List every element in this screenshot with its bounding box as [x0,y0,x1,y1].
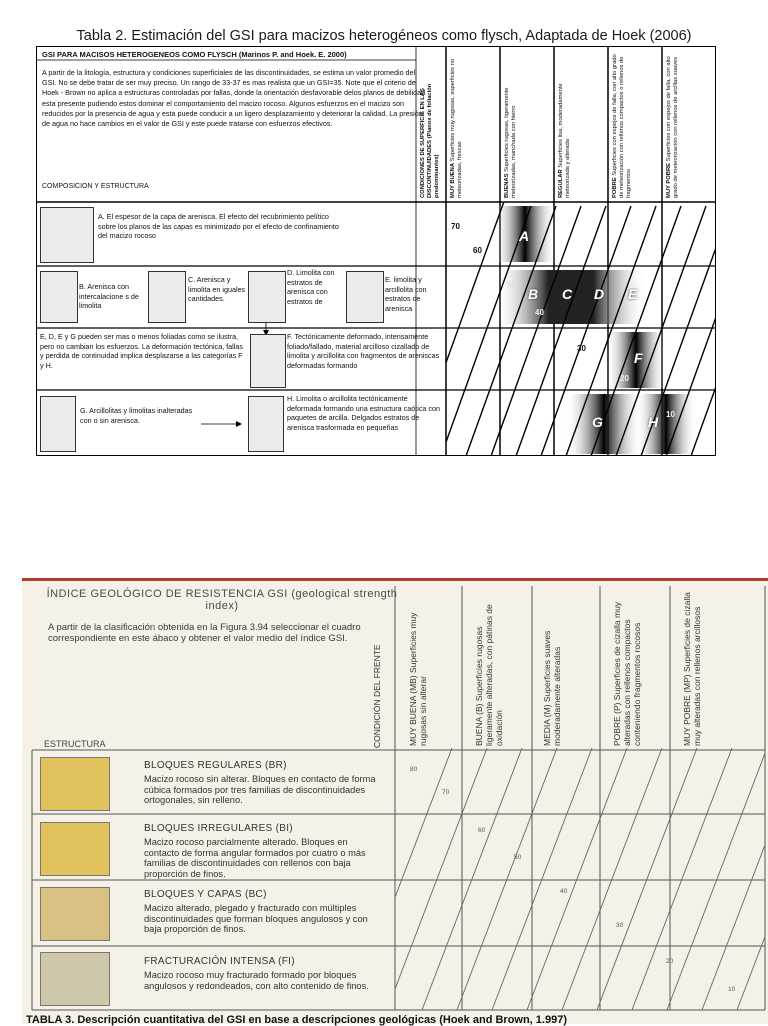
row-c-text: C. Arenisca y limolita en iguales cantidades. [188,275,246,304]
gsi-80: 80 [410,766,418,773]
texture-bloques-capas [40,887,110,941]
column-desc: Superficies lisa, moderadamente meteorizada y alterada [558,83,571,198]
gsi-60: 60 [478,827,486,834]
row-a-text: A. El espesor de la capa de arenisca. El efecto del recubrimiento pelítico sobre los planos de las capas es minimizado por el efecto de confinamiento del macizo rocoso [98,212,339,241]
gsi-60: 60 [473,246,482,255]
column-media: MEDIA (M) Superficies suaves moderadamente alteradas [542,630,562,746]
column-muy-buena: MUY BUENA (MB) Superficies muy rugosas sin alterar [408,612,428,746]
texture-bloques-irregulares [40,822,110,876]
row-h-text: H. Limolita o arcillolita tectónicamente deformada formando una estructura caótica con paquetes de arcilla. Delgados estratos de arenisca trasformada en pequeñas [287,394,441,432]
gsi-10: 10 [728,986,736,993]
column-label: MUY BUENA [450,163,456,198]
column-buena: BUENA (B) Superficies rugosas ligeramente alteradas, con pátinas de oxidación [474,604,504,746]
gsi-30: 30 [577,344,586,353]
column-regular [558,52,604,198]
column-muy-buena [450,52,496,198]
gsi-40: 40 [560,888,568,895]
row-e-text: E. limolita y arcillolita con estratos de arenisca [385,275,427,313]
column-label: REGULAR [558,169,564,198]
rock-sketch-f [250,334,286,388]
flysch-gsi-chart [36,46,716,456]
column-buenas [504,52,550,198]
row-bi-desc: Macizo rocoso parcialmente alterado. Bloques en contacto de forma angular formados por cuatro o más familias de discontinuidades con rellenos con baja proporción de finos. [144,837,366,879]
row-br-name: BLOQUES REGULARES (BR) [144,760,287,771]
gsi-20: 20 [620,374,629,383]
column-desc: Superficies rugosas, ligeramente meteorizadas, manchada con hierro [504,87,517,198]
structure-label: ESTRUCTURA [44,739,106,749]
zone-a-label: A [519,228,530,244]
column-muy-pobre [666,52,712,198]
table2-title: Tabla 2. Estimación del GSI para macizos heterogéneos como flysch, Adaptada de Hoek (2006) [76,28,692,44]
condition-header: CONDICIONES DE SUPERFICIE EN LAS DISCONTINUIDADES (Planos de foliación predominantes) [420,83,440,198]
column-label: POBRE [612,177,618,198]
column-desc: Superficies muy rugosas, superficies no meteorizadas, frescas [450,58,463,198]
zone-c-label: C [562,286,573,302]
gsi-50: 50 [507,280,516,289]
column-muy-pobre: MUY POBRE (MP) Superficies de cizalla muy alteradas con rellenos arcillosos [682,592,702,746]
row-g-text: G. Arcillolitas y limolitas inalteradas con o sin arenisca. [80,406,193,425]
column-desc: Superficies con espejos de falla, con alto grado de meteorización con rellenos compactos o rellenos de fragmentos [612,54,632,198]
table3-caption: TABLA 3. Descripción cuantitativa del GSI en base a descripciones geológicas (Hoek and Brown, 1.997) [26,1014,567,1026]
rock-sketch-a [40,207,94,263]
row-d-text: D. Limolita con estratos de arenisca con estratos de [287,268,335,306]
gsi-10: 10 [666,410,675,419]
zone-e-label: E [628,286,638,302]
gsi-70: 70 [442,789,450,796]
column-desc: Superficies con espejos de falla, con alto grado de meteorización con rellenos de arcillas suaves [666,56,679,198]
zone-g-label: G [592,414,603,430]
zone-h-label: H [648,414,659,430]
gsi-20: 20 [666,958,674,965]
row-br-desc: Macizo rocoso sin alterar. Bloques en contacto de forma cúbica formados por tres familias de discontinuidades ortogonales, sin relleno. [144,774,376,805]
row-f-text: F. Tectónicamente deformado, intensamente foliado/fallado, material arcilloso cizallado de limolita y arcillolita con fragmentos de areniscas deformadas formando [287,332,440,370]
gsi-50: 50 [514,854,522,861]
table2-intro: A partir de la litología, estructura y condiciones superficiales de las discontinuidades, se estima un valor promedio del GSI. No se debe tratar de ser muy preciso. Un rango de 33-37 es mas realista que un GSI=35. Note que el criterio de Hoek - Brown no aplica a estructuras controladas por fallas, donde la orientación desfavorable delos planos de debilidad esta presente pudiendo estos dominar el comportamiento del macizo rocoso. Algunos esfuerzos en el macizo son reducidos por la presencia de agua y esta puede conducir a un ligero desplazamiento y deteriorar la calidad. La presión de agua no hace cambios en el valor de GSI y este puede tratarse con esfuerzos efectivos. [42,68,426,129]
gsi-intro: A partir de la clasificación obtenida en la Figura 3.94 seleccionar el cuadro correspondiente en este ábaco y obtener el valor medio del índice GSI. [48,622,361,644]
condition-header: CONDICIÓN DEL FRENTE [372,644,382,748]
zone-f-label: F [634,350,643,366]
gsi-40: 40 [535,308,544,317]
rock-sketch-e [346,271,384,323]
row-bc-name: BLOQUES Y CAPAS (BC) [144,889,267,900]
zone-b-label: B [528,286,539,302]
row-fi-desc: Macizo rocoso muy fracturado formado por bloques angulosos y redondeados, con alto contenido de finos. [144,970,369,991]
texture-fracturacion-intensa [40,952,110,1006]
row-b-text: B. Arenisca con intercalacione s de limolita [79,282,139,311]
row-efg-text: E, D, E y G pueden ser mas o menos foliadas como se ilustra, pero no cambian los esfuerzos. La deformación tectónica, fallas y perdida de continuidad implica desplazarse a las categorías F y H. [40,332,243,370]
row-fi-name: FRACTURACIÓN INTENSA (FI) [144,956,295,967]
table2-subtitle: GSI PARA MACISOS HETEROGENEOS COMO FLYSCH (Marinos P. and Hoek. E. 2000) [42,50,347,59]
row-bi-name: BLOQUES IRREGULARES (BI) [144,823,293,834]
gsi-30: 30 [616,922,624,929]
column-label: MUY POBRE [666,162,672,198]
gsi-title: ÍNDICE GEOLÓGICO DE RESISTENCIA GSI (geological strength index) [46,588,398,612]
column-pobre [612,52,658,198]
column-pobre: POBRE (P) Superficies de cizalla muy alteradas con rellenos compactos conteniendo fragmentos rocosos [612,601,642,746]
texture-bloques-regulares [40,757,110,811]
gsi-strength-chart [22,578,768,1024]
row-bc-desc: Macizo alterado, plegado y fracturado con múltiples discontinuidades que forman bloques angulosos y con baja proporción de finos. [144,903,368,934]
column-label: BUENAS [504,173,510,198]
zone-d-label: D [594,286,605,302]
rock-sketch-d [248,271,286,323]
rock-sketch-g [40,396,76,452]
composition-label: COMPOSICION Y ESTRUCTURA [42,183,149,190]
gsi-70: 70 [451,222,460,231]
rock-sketch-h [248,396,284,452]
rock-sketch-c [148,271,186,323]
rock-sketch-b [40,271,78,323]
